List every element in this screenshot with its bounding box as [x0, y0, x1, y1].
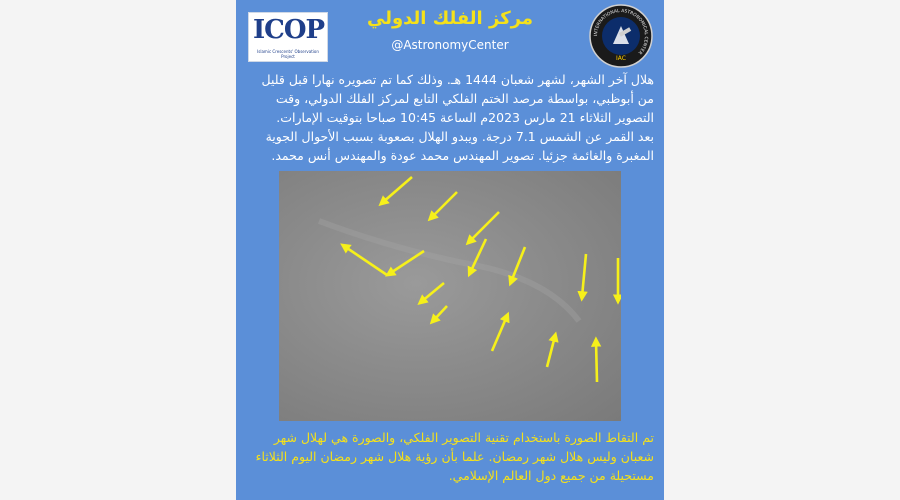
crescent-arrows: [279, 171, 621, 421]
arrow-3: [469, 212, 499, 242]
arrow-1: [382, 177, 412, 203]
iac-abbr: IAC: [616, 55, 626, 62]
arrow-14: [596, 341, 597, 382]
icop-logo-mark: ICOP: [253, 15, 325, 45]
post-paragraph-2: بعد القمر عن الشمس 7.1 درجة. ويبدو الهلال بصعوبة بسبب الأحوال الجوية المغبرة والغائمة جزئيا. تصوير المهندس محمد عودة والمهندس أنس محمد.: [265, 129, 654, 163]
crescent-photo: [279, 171, 621, 421]
header-title: مركز الفلك الدولي: [366, 8, 534, 29]
arrow-6: [421, 283, 444, 302]
iac-logo: [589, 4, 653, 68]
arrow-13: [547, 336, 555, 367]
post-panel: [236, 0, 664, 500]
arrow-11: [433, 306, 447, 321]
icop-logo-subtitle: Islamic Crescents' Observation Project: [257, 49, 319, 59]
header-handle: @AstronomyCenter: [391, 38, 509, 52]
post-paragraph-1: هلال آخر الشهر، لشهر شعبان 1444 هـ. وذلك كما تم تصويره نهارا قبل قليل من أبوظبي، بواسطة مرصد الختم الفلكي التابع لمركز الفلك الدولي، وقت التصوير الثلاثاء 21 مارس 2023م الساعة 10:45 صباحا بتوقيت الإمارات.: [261, 72, 654, 125]
post-note: تم التقاط الصورة باستخدام تقنية التصوير الفلكي، والصورة هي لهلال شهر شعبان وليس هلال شهر رمضان. علما بأن رؤية هلال شهر رمضان اليوم الثلاثاء مستحيلة من جميع دول العالم الإسلامي.: [255, 430, 654, 483]
arrow-5: [389, 251, 424, 274]
arrow-2: [431, 192, 457, 218]
arrow-4: [344, 246, 387, 275]
iac-ring-text: INTERNATIONAL ASTRONOMICAL CENTER: [593, 8, 649, 55]
arrow-9: [582, 254, 586, 297]
arrow-12: [492, 316, 507, 351]
